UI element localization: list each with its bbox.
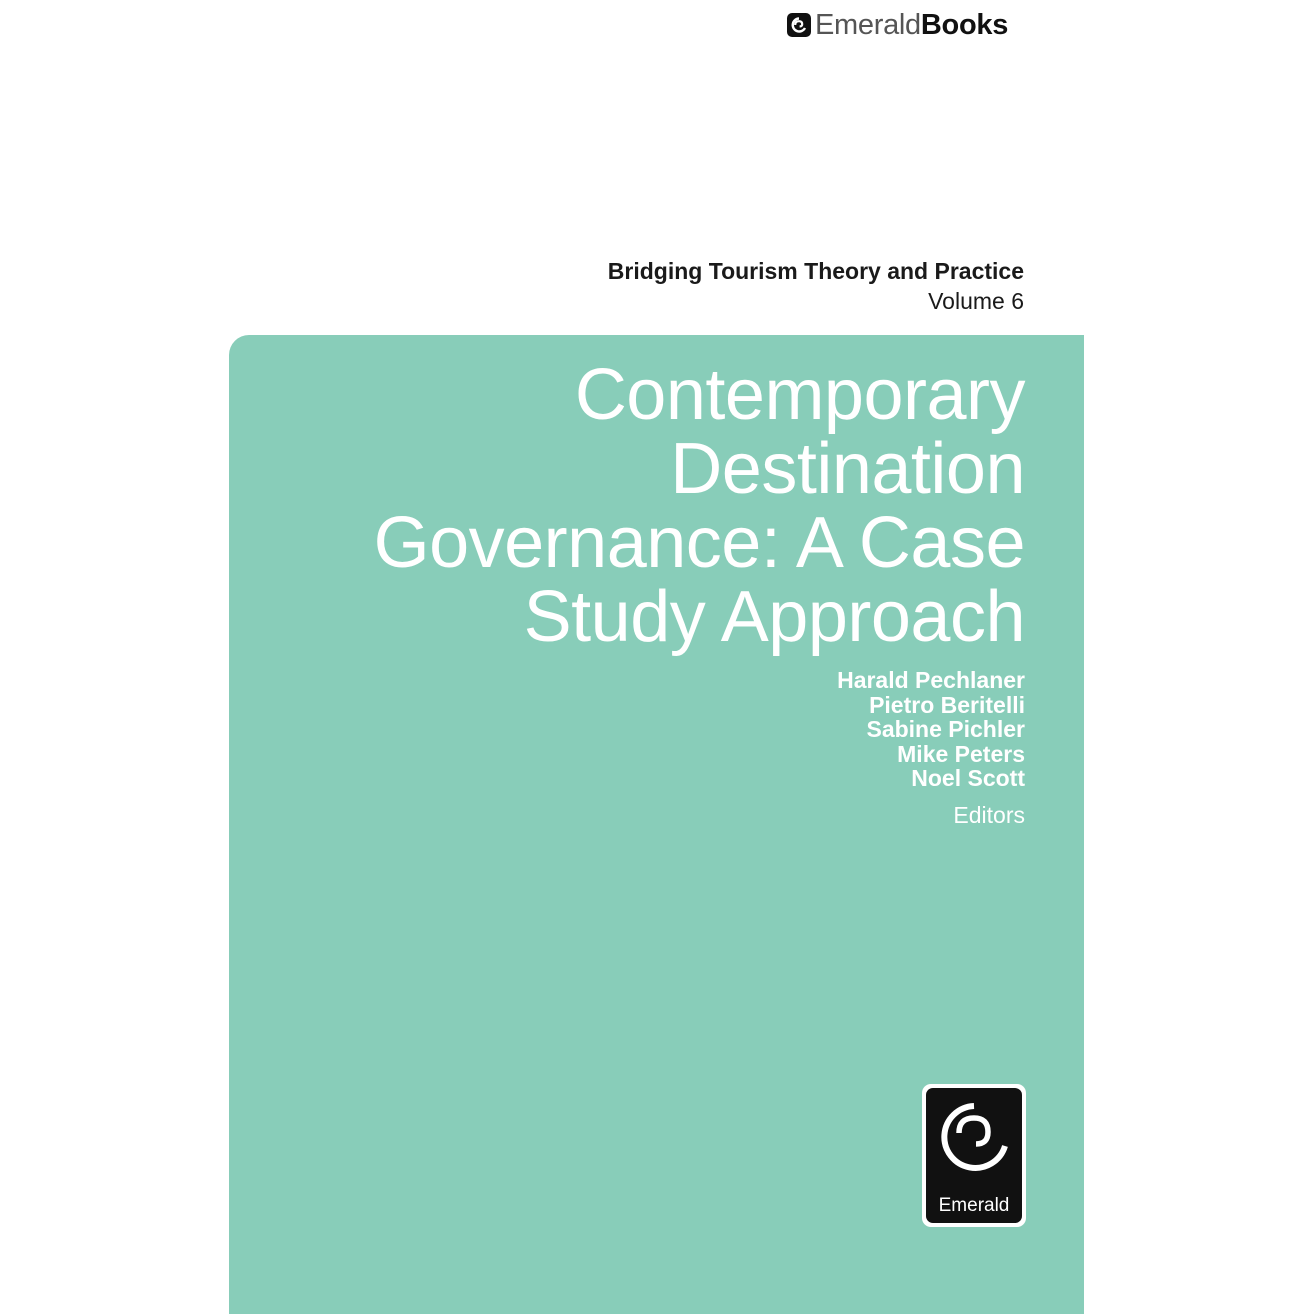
book-title <box>265 355 1025 657</box>
book-title-line: Study Approach <box>523 577 1025 657</box>
editor-name: Mike Peters <box>897 740 1025 767</box>
book-title-line: Contemporary <box>574 355 1025 435</box>
publisher-word-bold: Books <box>920 9 1009 41</box>
emblem-inner <box>926 1088 1022 1223</box>
series-volume: Volume 6 <box>928 288 1024 314</box>
editors-label: Editors <box>953 801 1025 828</box>
emerald-emblem <box>922 1084 1026 1227</box>
editors-list <box>837 668 1025 828</box>
editor-name: Harald Pechlaner <box>837 667 1025 693</box>
publisher-wordmark <box>815 9 1008 41</box>
emblem-label: Emerald <box>938 1195 1010 1216</box>
publisher-logo <box>787 9 1008 41</box>
editor-name: Sabine Pichler <box>866 716 1025 743</box>
book-title-line: Governance: A Case <box>373 503 1025 583</box>
book-title-line: Destination <box>670 429 1025 509</box>
emerald-e-icon <box>787 13 811 37</box>
editor-name: Pietro Beritelli <box>869 691 1025 718</box>
series-title: Bridging Tourism Theory and Practice <box>607 258 1024 284</box>
editor-name: Noel Scott <box>911 765 1025 792</box>
publisher-word-light: Emerald <box>815 9 921 41</box>
